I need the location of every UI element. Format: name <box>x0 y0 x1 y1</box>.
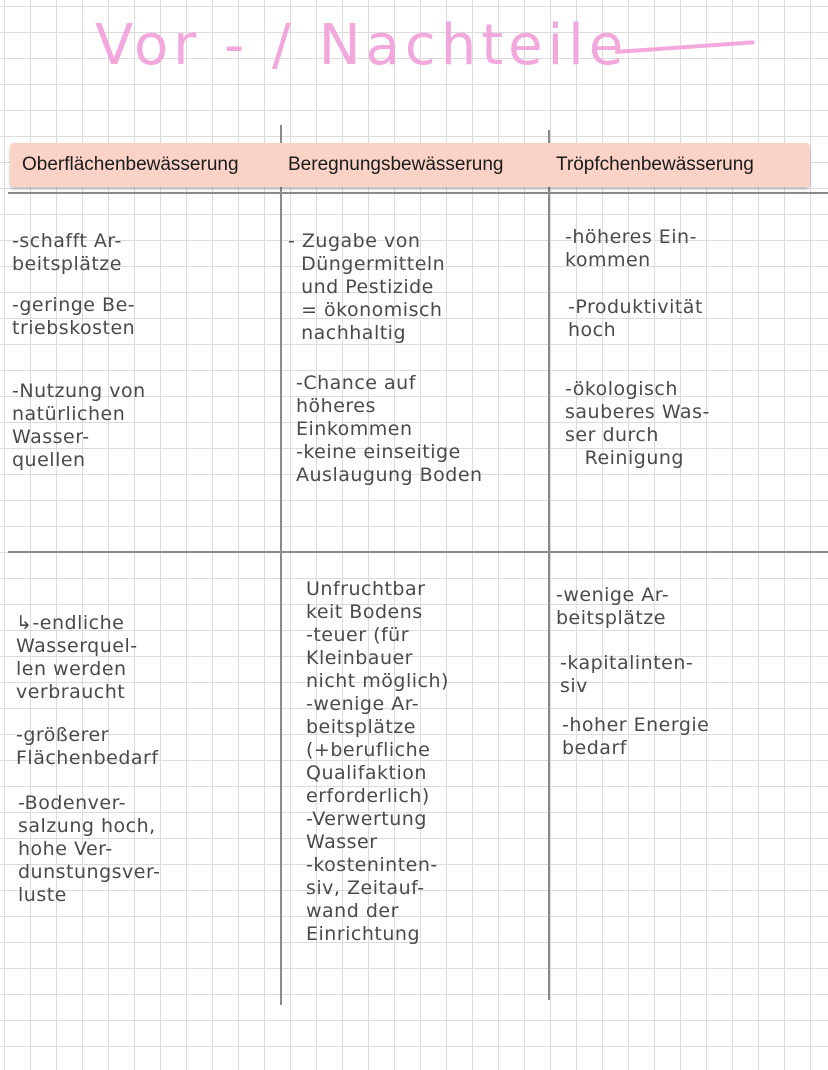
advantage-note: -höheres Ein- kommen <box>565 226 697 271</box>
advantage-note: - Zugabe von Düngermitteln und Pestizide = ökonomisch nachhaltig <box>288 230 446 344</box>
header-oberflaechenbewaesserung: Oberflächenbewässerung <box>22 154 239 175</box>
header-troepfchenbewaesserung: Tröpfchenbewässerung <box>556 154 754 175</box>
disadvantage-note: -Bodenver- salzung hoch, hohe Ver- dunstungsver- luste <box>18 792 161 906</box>
disadvantage-note: -größerer Flächenbedarf <box>16 724 159 769</box>
disadvantage-note: ↳-endliche Wasserquel- len werden verbraucht <box>16 612 138 703</box>
disadvantage-note: -kapitalinten- siv <box>560 652 694 697</box>
advantage-note: -geringe Be- triebskosten <box>12 294 136 339</box>
advantage-note: -schafft Ar- beitsplätze <box>12 230 122 275</box>
section-divider <box>8 551 828 553</box>
advantage-note: -Chance auf höheres Einkommen -keine einseitige Auslaugung Boden <box>296 372 483 486</box>
header-rule <box>8 192 828 194</box>
title-underline <box>615 40 755 54</box>
advantage-note: -ökologisch sauberes Was- ser durch Reinigung <box>565 378 710 469</box>
page-title: Vor - / Nachteile <box>95 13 629 78</box>
header-beregnungsbewaesserung: Beregnungsbewässerung <box>288 154 504 175</box>
advantage-note: -Produktivität hoch <box>568 296 703 341</box>
column-divider-1 <box>280 125 282 1005</box>
disadvantage-note: Unfruchtbar keit Bodens -teuer (für Kleinbauer nicht möglich) -wenige Ar- beitsplätze (+berufliche Qualifaktion erforderlich) -Verwertung Wasser -kosteninten- siv, Zeitauf- wand der Einrichtung <box>306 578 449 945</box>
advantage-note: -Nutzung von natürlichen Wasser- quellen <box>12 380 146 471</box>
disadvantage-note: -hoher Energie bedarf <box>562 714 710 759</box>
column-divider-2 <box>548 130 550 1000</box>
disadvantage-note: -wenige Ar- beitsplätze <box>556 584 670 629</box>
table-header <box>10 143 810 187</box>
